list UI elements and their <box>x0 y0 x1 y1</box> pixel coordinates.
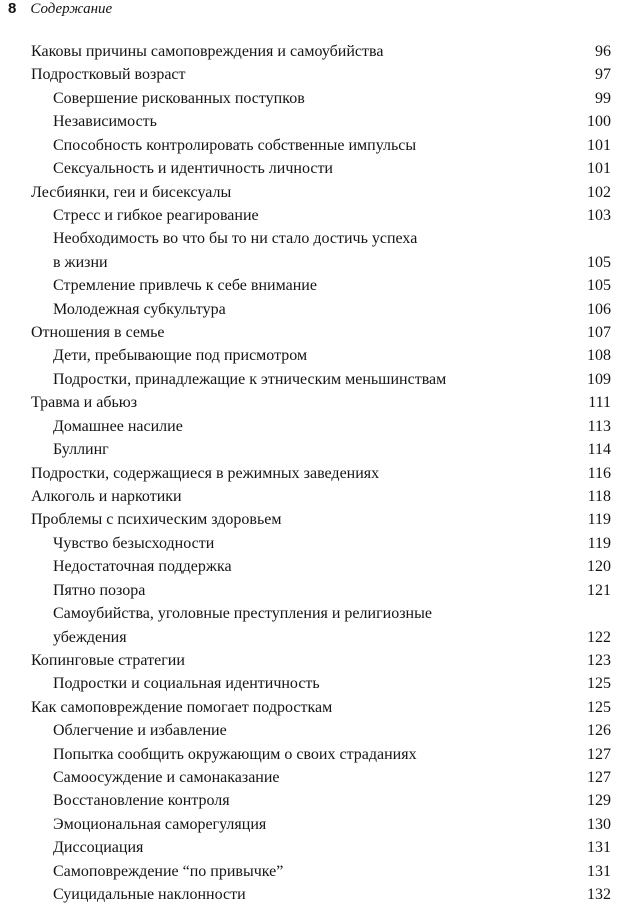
toc-entry-page: 119 <box>587 511 611 529</box>
running-header <box>8 0 112 24</box>
toc-entry-title: Как самоповреждение помогает подросткам <box>31 698 333 716</box>
toc-entry-page: 131 <box>587 862 611 880</box>
toc-entry-page: 100 <box>587 113 611 131</box>
toc-entry <box>0 886 624 906</box>
toc-entry-title: в жизни <box>53 253 108 271</box>
toc-entry-title: Эмоциональная саморегуляция <box>53 815 267 833</box>
toc-entry-title: Молодежная субкультура <box>53 300 226 318</box>
toc-entry-title: Недостаточная поддержка <box>53 558 232 576</box>
toc-entry <box>0 558 624 578</box>
toc-entry <box>0 582 624 602</box>
toc-entry-title: Травма и абьюз <box>31 394 138 412</box>
toc-entry-page: 123 <box>587 651 611 669</box>
toc-entry-page: 120 <box>587 558 611 576</box>
toc-entry-title: Сексуальность и идентичность личности <box>53 160 333 178</box>
toc-entry <box>0 90 624 110</box>
toc-entry-title: Пятно позора <box>53 581 146 599</box>
toc-entry <box>0 652 624 672</box>
toc-entry-page: 102 <box>587 183 611 201</box>
toc-entry-page: 131 <box>587 839 611 857</box>
toc-entry <box>0 394 624 414</box>
toc-entry-page: 109 <box>587 370 611 388</box>
toc-entry <box>0 230 624 250</box>
toc-entry-page: 122 <box>587 628 611 646</box>
toc-entry-title: Лесбиянки, геи и бисексуалы <box>31 183 232 201</box>
toc-entry-page: 106 <box>587 300 611 318</box>
toc-entry <box>0 301 624 321</box>
toc-entry-page: 101 <box>587 136 611 154</box>
toc-entry-title: Подростки, принадлежащие к этническим меньшинствам <box>53 370 447 388</box>
toc-entry <box>0 43 624 63</box>
toc-entry-title: Подростки, содержащиеся в режимных заведениях <box>31 464 380 482</box>
toc-entry <box>0 605 624 625</box>
toc-entry <box>0 418 624 438</box>
toc-entry <box>0 535 624 555</box>
toc-entry-page: 129 <box>587 792 611 810</box>
toc-entry <box>0 137 624 157</box>
toc-entry-title: Восстановление контроля <box>53 792 230 810</box>
toc-entry-title: Стремление привлечь к себе внимание <box>53 277 317 295</box>
toc-entry <box>0 184 624 204</box>
toc-entry-page: 108 <box>587 347 611 365</box>
toc-entry-page: 105 <box>587 253 611 271</box>
toc-entry-page: 113 <box>587 417 611 435</box>
toc-entry-title: Суицидальные наклонности <box>53 886 246 904</box>
toc-entry-title: Облегчение и избавление <box>53 722 227 740</box>
toc-entry-page: 111 <box>588 394 611 412</box>
toc-entry-page: 119 <box>587 534 611 552</box>
toc-entry-title: Способность контролировать собственные импульсы <box>53 136 417 154</box>
toc-entry <box>0 816 624 836</box>
toc-entry-title: Попытка сообщить окружающим о своих страданиях <box>53 745 417 763</box>
toc-entry-title: Подростки и социальная идентичность <box>53 675 320 693</box>
toc-entry <box>0 371 624 391</box>
toc-entry-page: 127 <box>587 745 611 763</box>
toc-entry <box>0 347 624 367</box>
toc-entry-title: Каковы причины самоповреждения и самоубийства <box>31 43 384 60</box>
toc-entry <box>0 160 624 180</box>
toc-entry-title: Алкоголь и наркотики <box>31 487 182 505</box>
toc-entry <box>0 863 624 883</box>
toc-entry-title: Независимость <box>53 113 157 131</box>
toc-entry <box>0 699 624 719</box>
toc-entry <box>0 113 624 133</box>
toc-entry-page: 99 <box>595 89 611 107</box>
toc-entry-page: 127 <box>587 769 611 787</box>
toc-entry <box>0 465 624 485</box>
page-number: 8 <box>8 0 17 17</box>
toc-entry-page: 118 <box>587 487 611 505</box>
toc-entry-title: Стресс и гибкое реагирование <box>53 206 259 224</box>
toc-entry-page: 107 <box>587 324 611 342</box>
toc-entry-page: 132 <box>587 886 611 904</box>
toc-entry <box>0 511 624 531</box>
toc-entry-page: 126 <box>587 722 611 740</box>
toc-entry-title: Самоубийства, уголовные преступления и религиозные <box>53 605 432 623</box>
toc-entry-title: Копинговые стратегии <box>31 651 185 669</box>
toc-entry-title: убеждения <box>53 628 127 646</box>
toc-entry-page: 96 <box>595 43 611 60</box>
toc-entry-page: 116 <box>587 464 611 482</box>
toc-entry-title: Проблемы с психическим здоровьем <box>31 511 282 529</box>
toc-entry <box>0 488 624 508</box>
toc-entry-page: 121 <box>587 581 611 599</box>
running-title: Содержание <box>30 1 113 17</box>
toc-entry-title: Диссоциация <box>53 839 144 857</box>
toc-entry <box>0 722 624 742</box>
toc-entry <box>0 441 624 461</box>
toc-entry-page: 125 <box>587 675 611 693</box>
toc-entry <box>0 769 624 789</box>
toc-entry-title: Отношения в семье <box>31 324 165 342</box>
toc-entry-title: Необходимость во что бы то ни стало достичь успеха <box>53 230 418 248</box>
toc-entry <box>0 207 624 227</box>
toc-entry-page: 103 <box>587 206 611 224</box>
toc-entry <box>0 277 624 297</box>
toc-entry-page: 97 <box>595 66 611 84</box>
toc-entry <box>0 675 624 695</box>
toc-entry <box>0 254 624 274</box>
toc-entry-title: Дети, пребывающие под присмотром <box>53 347 308 365</box>
toc-entry <box>0 839 624 859</box>
toc-entry <box>0 629 624 649</box>
toc-entry <box>0 66 624 86</box>
toc-entry-title: Самоповреждение “по привычке” <box>53 862 284 880</box>
toc-entry-page: 114 <box>587 441 611 459</box>
toc-entry-title: Домашнее насилие <box>53 417 183 435</box>
toc-entry-title: Совершение рискованных поступков <box>53 89 305 107</box>
toc-entry-page: 101 <box>587 160 611 178</box>
toc-entry-title: Буллинг <box>53 441 109 459</box>
toc-entry-title: Подростковый возраст <box>31 66 186 84</box>
toc-entry-title: Самоосуждение и самонаказание <box>53 769 280 787</box>
toc-entry <box>0 792 624 812</box>
toc-entry <box>0 746 624 766</box>
toc-entry-page: 105 <box>587 277 611 295</box>
toc-entry-title: Чувство безысходности <box>53 534 215 552</box>
toc-entry <box>0 324 624 344</box>
toc-entry-page: 125 <box>587 698 611 716</box>
toc-entry-page: 130 <box>587 815 611 833</box>
